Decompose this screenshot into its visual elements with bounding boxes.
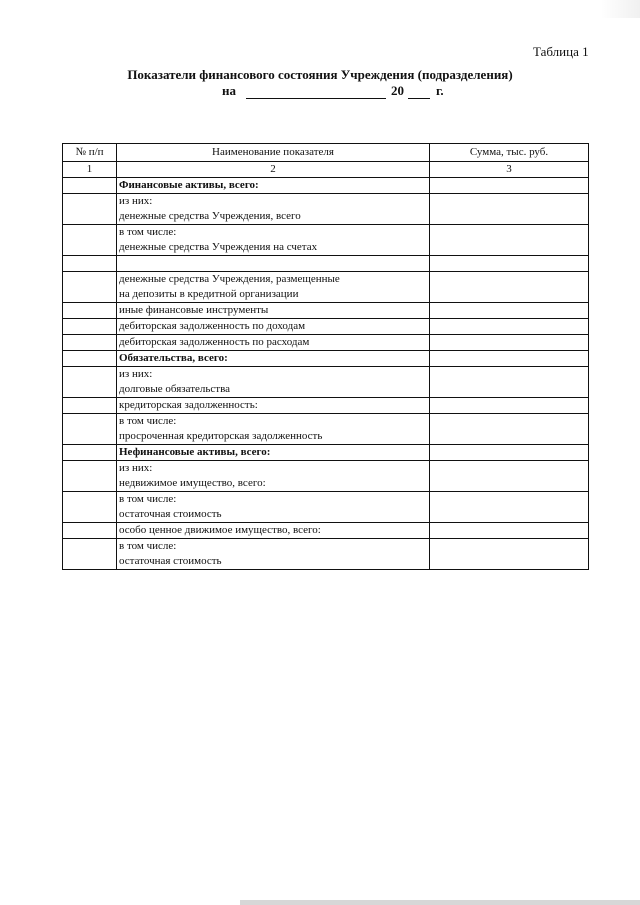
indicator-name-cell bbox=[117, 492, 430, 523]
table-row bbox=[63, 178, 589, 194]
table-row bbox=[63, 414, 589, 445]
table-row bbox=[63, 319, 589, 335]
amount-cell bbox=[430, 492, 589, 523]
amount-cell bbox=[430, 319, 589, 335]
indicator-name-line: просроченная кредиторская задолженность bbox=[119, 430, 323, 442]
indicator-name-cell bbox=[117, 398, 430, 414]
amount-cell bbox=[430, 539, 589, 570]
table-row bbox=[63, 523, 589, 539]
indicator-name-line: особо ценное движимое имущество, всего: bbox=[119, 524, 321, 536]
indicator-name-cell bbox=[117, 367, 430, 398]
row-number-cell bbox=[63, 256, 117, 272]
indicator-name-line: в том числе: bbox=[119, 226, 177, 238]
row-number-cell bbox=[63, 523, 117, 539]
indicator-name-cell bbox=[117, 335, 430, 351]
table-row bbox=[63, 445, 589, 461]
document-title: Показатели финансового состояния Учреждения (подразделения) bbox=[127, 67, 513, 82]
indicator-name-line: на депозиты в кредитной организации bbox=[119, 288, 299, 300]
indicator-name-cell bbox=[117, 178, 430, 194]
date-prefix: на bbox=[222, 83, 236, 98]
table-row bbox=[63, 398, 589, 414]
indicator-name-line: остаточная стоимость bbox=[119, 555, 222, 567]
indicator-name-cell bbox=[117, 194, 430, 225]
indicator-name-cell bbox=[117, 523, 430, 539]
amount-cell bbox=[430, 178, 589, 194]
row-number-cell bbox=[63, 194, 117, 225]
table-label: Таблица 1 bbox=[533, 44, 589, 59]
indicator-name-line: Обязательства, всего: bbox=[119, 352, 228, 364]
indicator-name-cell bbox=[117, 225, 430, 256]
column-number: 3 bbox=[430, 162, 589, 178]
indicator-name-line: денежные средства Учреждения, размещенные bbox=[119, 273, 340, 285]
indicator-name-cell bbox=[117, 414, 430, 445]
amount-cell bbox=[430, 523, 589, 539]
row-number-cell bbox=[63, 445, 117, 461]
indicator-name-cell bbox=[117, 539, 430, 570]
table-row bbox=[63, 256, 589, 272]
amount-cell bbox=[430, 225, 589, 256]
table-row bbox=[63, 492, 589, 523]
table-row bbox=[63, 351, 589, 367]
indicator-name-cell bbox=[117, 319, 430, 335]
indicator-name-line: иные финансовые инструменты bbox=[119, 304, 269, 316]
row-number-cell bbox=[63, 225, 117, 256]
indicator-name-line: дебиторская задолженность по расходам bbox=[119, 336, 310, 348]
indicator-name-line: из них: bbox=[119, 462, 153, 474]
row-number-cell bbox=[63, 335, 117, 351]
row-number-cell bbox=[63, 492, 117, 523]
scan-edge-bottom bbox=[240, 900, 640, 905]
table-header-row bbox=[63, 144, 589, 162]
year-blank-field bbox=[408, 86, 430, 99]
row-number-cell bbox=[63, 351, 117, 367]
amount-cell bbox=[430, 194, 589, 225]
header-amount: Сумма, тыс. руб. bbox=[430, 144, 589, 162]
table-row bbox=[63, 461, 589, 492]
scan-edge-shadow bbox=[600, 0, 640, 18]
amount-cell bbox=[430, 461, 589, 492]
row-number-cell bbox=[63, 178, 117, 194]
row-number-cell bbox=[63, 414, 117, 445]
amount-cell bbox=[430, 398, 589, 414]
table-body bbox=[63, 178, 589, 570]
amount-cell bbox=[430, 445, 589, 461]
date-line bbox=[222, 83, 444, 99]
amount-cell bbox=[430, 367, 589, 398]
financial-indicators-table bbox=[62, 143, 589, 570]
table-row bbox=[63, 335, 589, 351]
indicator-name-cell bbox=[117, 303, 430, 319]
indicator-name-line: Нефинансовые активы, всего: bbox=[119, 446, 271, 458]
indicator-name-line: из них: bbox=[119, 368, 153, 380]
indicator-name-cell bbox=[117, 461, 430, 492]
indicator-name-line: в том числе: bbox=[119, 415, 177, 427]
table-row bbox=[63, 539, 589, 570]
table-row bbox=[63, 194, 589, 225]
indicator-name-cell bbox=[117, 445, 430, 461]
indicator-name-line: недвижимое имущество, всего: bbox=[119, 477, 266, 489]
indicator-name-line: в том числе: bbox=[119, 540, 177, 552]
row-number-cell bbox=[63, 367, 117, 398]
table-row bbox=[63, 272, 589, 303]
indicator-name-line: в том числе: bbox=[119, 493, 177, 505]
indicator-name-line: денежные средства Учреждения, всего bbox=[119, 210, 301, 222]
indicator-name-cell bbox=[117, 256, 430, 272]
date-year-prefix: 20 bbox=[391, 83, 404, 98]
column-number: 1 bbox=[63, 162, 117, 178]
amount-cell bbox=[430, 272, 589, 303]
row-number-cell bbox=[63, 461, 117, 492]
column-number: 2 bbox=[117, 162, 430, 178]
date-suffix: г. bbox=[436, 83, 444, 98]
row-number-cell bbox=[63, 319, 117, 335]
row-number-cell bbox=[63, 539, 117, 570]
indicator-name-line: денежные средства Учреждения на счетах bbox=[119, 241, 318, 253]
date-blank-field bbox=[246, 86, 386, 99]
table-row bbox=[63, 225, 589, 256]
row-number-cell bbox=[63, 272, 117, 303]
amount-cell bbox=[430, 335, 589, 351]
indicator-name-line: кредиторская задолженность: bbox=[119, 399, 258, 411]
amount-cell bbox=[430, 256, 589, 272]
table-row bbox=[63, 303, 589, 319]
indicator-name-line: остаточная стоимость bbox=[119, 508, 222, 520]
indicator-name-line: Финансовые активы, всего: bbox=[119, 179, 259, 191]
indicator-name-cell bbox=[117, 351, 430, 367]
table-row bbox=[63, 367, 589, 398]
amount-cell bbox=[430, 414, 589, 445]
amount-cell bbox=[430, 351, 589, 367]
indicator-name-line: из них: bbox=[119, 195, 153, 207]
indicator-name-line: дебиторская задолженность по доходам bbox=[119, 320, 306, 332]
header-indicator-name: Наименование показателя bbox=[117, 144, 430, 162]
column-numbers-row bbox=[63, 162, 589, 178]
amount-cell bbox=[430, 303, 589, 319]
row-number-cell bbox=[63, 398, 117, 414]
indicator-name-line: долговые обязательства bbox=[119, 383, 231, 395]
row-number-cell bbox=[63, 303, 117, 319]
indicator-name-cell bbox=[117, 272, 430, 303]
header-number: № п/п bbox=[63, 144, 117, 162]
